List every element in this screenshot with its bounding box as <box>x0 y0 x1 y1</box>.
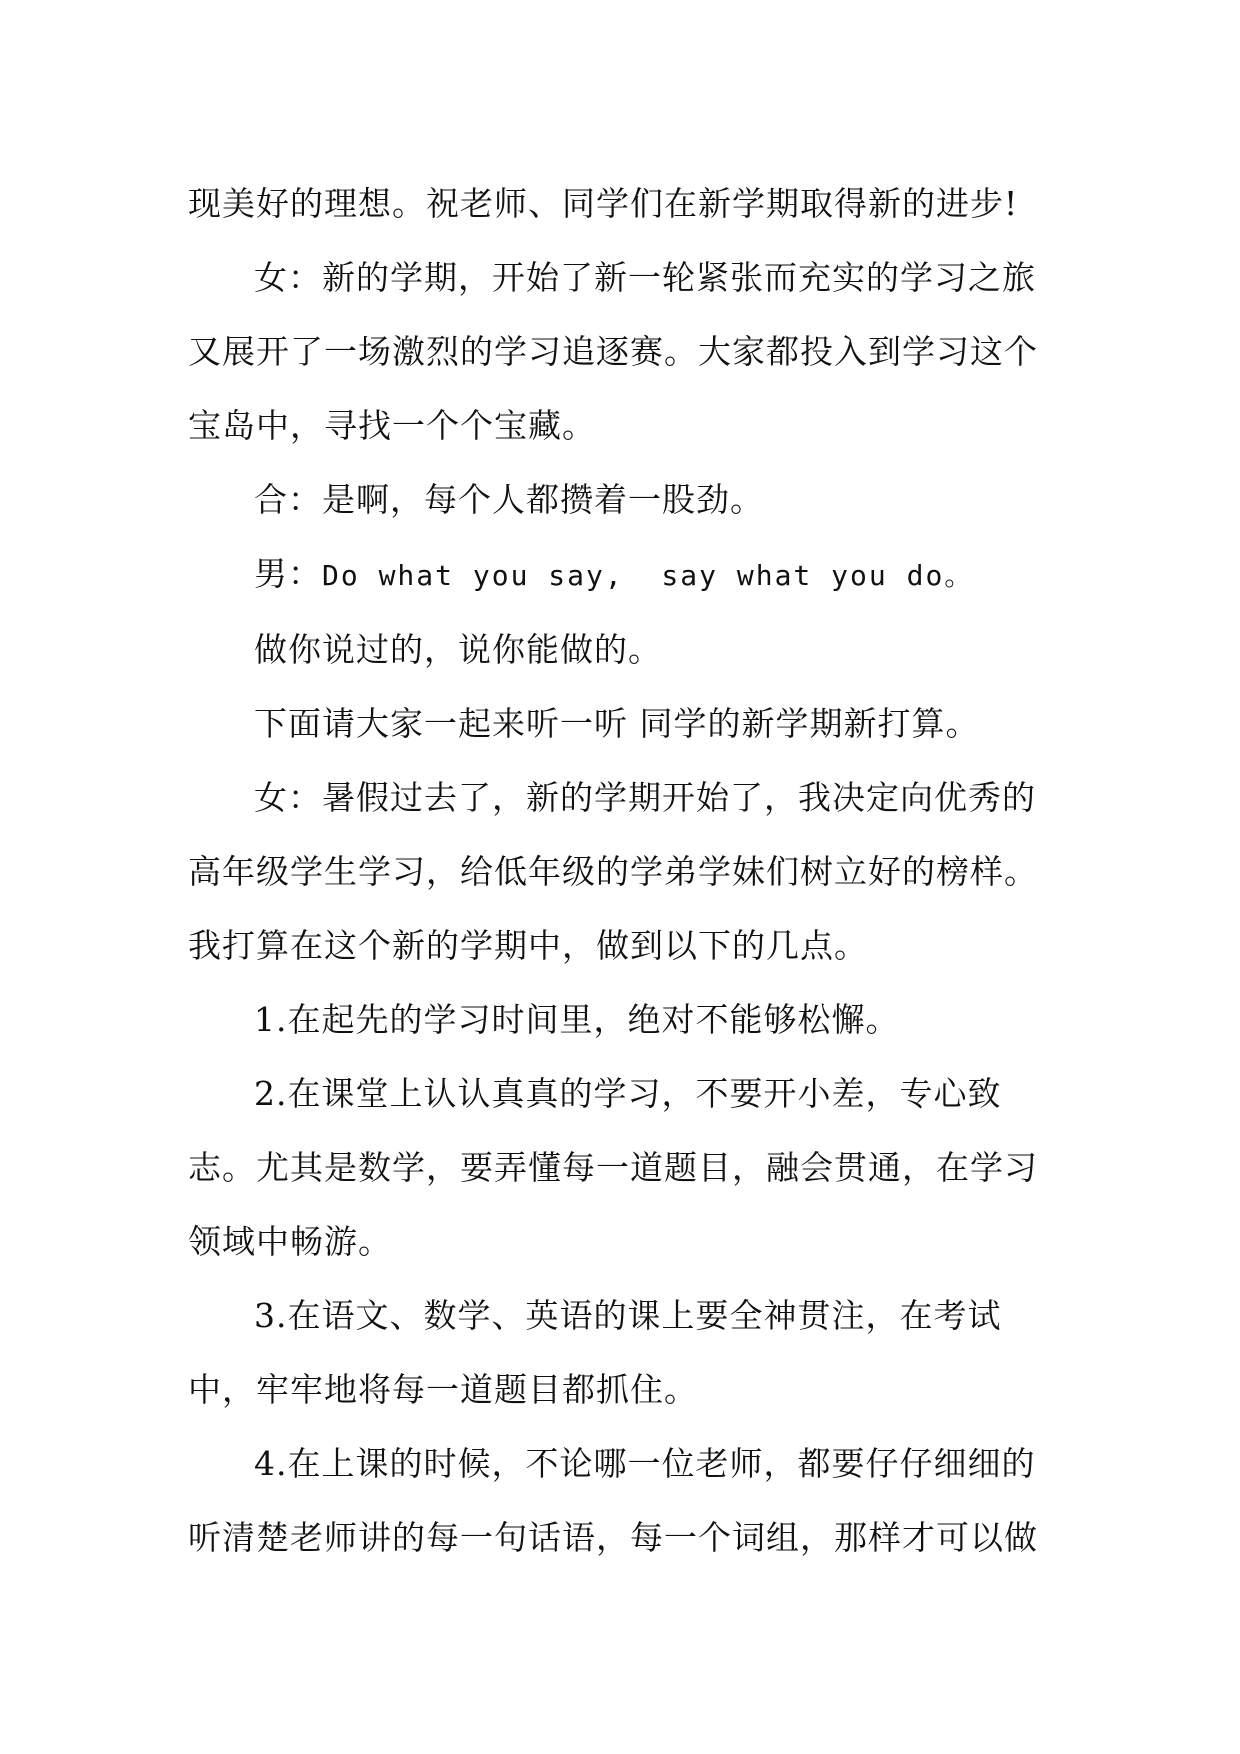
list-item-2: 2.在课堂上认认真真的学习，不要开小差，专心致志。尤其是数学，要弄懂每一道题目，融会贯通，在学习领域中畅游。 <box>188 1074 1038 1261</box>
paragraph-2: 女：新的学期，开始了新一轮紧张而充实的学习之旅又展开了一场激烈的学习追逐赛。大家都投入到学习这个宝岛中，寻找一个个宝藏。 <box>188 258 1038 445</box>
paragraph-5: 做你说过的，说你能做的。 <box>254 630 662 669</box>
paragraph-1: 现美好的理想。祝老师、同学们在新学期取得新的进步! <box>188 184 1019 223</box>
paragraph-4 <box>188 537 1068 613</box>
document-body <box>188 167 1068 1575</box>
paragraph-3: 合：是啊，每个人都攒着一股劲。 <box>254 480 764 519</box>
list-item-3: 3.在语文、数学、英语的课上要全神贯注，在考试中，牢牢地将每一道题目都抓住。 <box>188 1296 1002 1409</box>
list-item-1: 1.在起先的学习时间里，绝对不能够松懈。 <box>254 1000 900 1039</box>
paragraph-7: 女：暑假过去了，新的学期开始了，我决定向优秀的高年级学生学习，给低年级的学弟学妹们树立好的榜样。我打算在这个新的学期中，做到以下的几点。 <box>188 778 1038 965</box>
speaker-label: 男： <box>254 554 322 593</box>
paragraph-6: 下面请大家一起来听一听 同学的新学期新打算。 <box>254 704 980 743</box>
english-quote: Do what you say, say what you do。 <box>322 559 975 592</box>
list-item-4: 4.在上课的时候，不论哪一位老师，都要仔仔细细的听清楚老师讲的每一句话语，每一个词组，那样才可以做 <box>188 1444 1038 1557</box>
